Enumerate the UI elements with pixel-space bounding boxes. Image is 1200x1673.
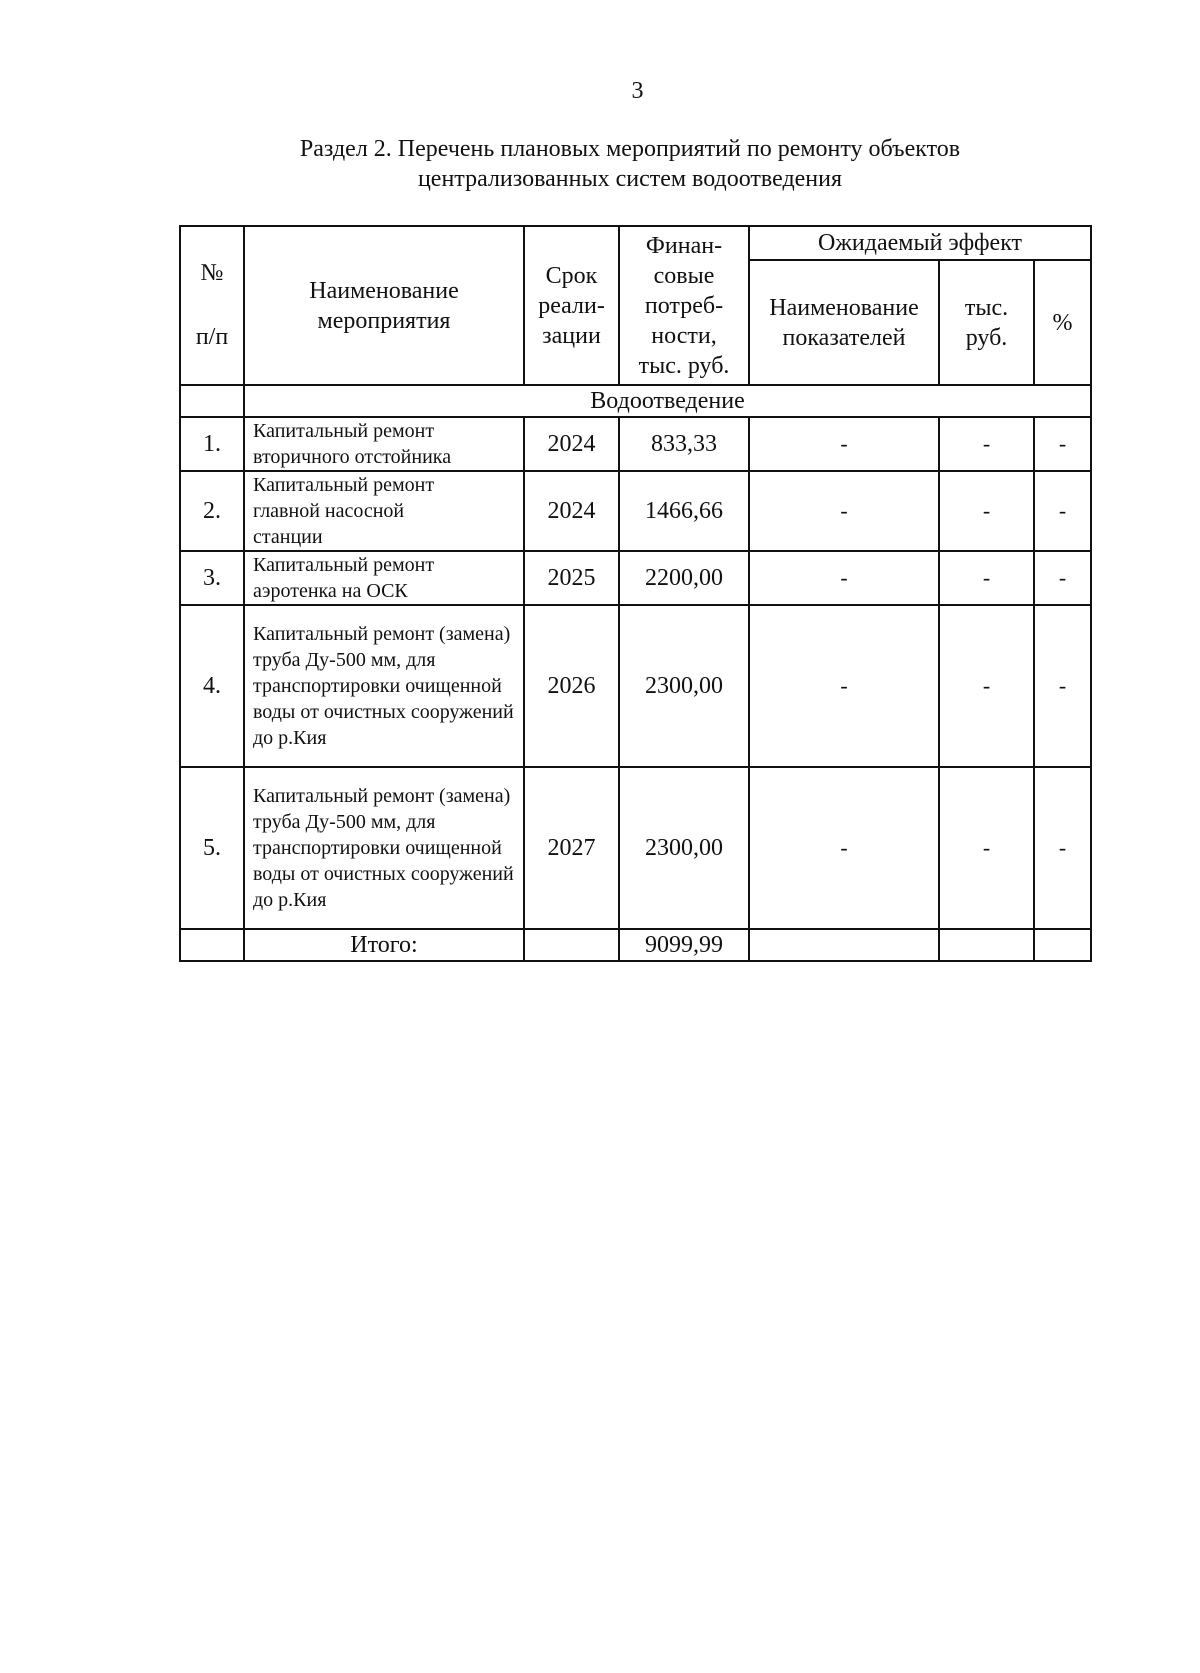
row-number: 1. (180, 417, 244, 471)
row-number: 5. (180, 767, 244, 929)
header-expected-effect: Ожидаемый эффект (749, 226, 1091, 260)
measures-table (179, 225, 1092, 962)
total-empty-cell (749, 929, 939, 961)
row-effect-pct: - (1034, 417, 1091, 471)
row-name: Капитальный ремонт вторичного отстойника (244, 417, 524, 471)
total-label: Итого: (244, 929, 524, 961)
row-finance: 2200,00 (619, 551, 749, 605)
row-effect-rub: - (939, 471, 1034, 551)
section-label: Водоотведение (244, 385, 1091, 417)
row-name: Капитальный ремонт (замена) труба Ду-500 мм, для транспортировки очищенной воды от очистных сооружений до р.Кия (244, 605, 524, 767)
row-finance: 2300,00 (619, 767, 749, 929)
header-number (180, 226, 244, 385)
row-term: 2024 (524, 417, 619, 471)
row-effect-rub: - (939, 767, 1034, 929)
table-row (180, 551, 1091, 605)
header-effect-rub: тыс. руб. (939, 260, 1034, 385)
total-row (180, 929, 1091, 961)
title-line-2: централизованных систем водоотведения (417, 166, 843, 192)
row-effect-pct: - (1034, 551, 1091, 605)
row-effect-pct: - (1034, 767, 1091, 929)
document-title (230, 134, 1030, 194)
header-effect-name: Наименование показателей (749, 260, 939, 385)
row-effect-rub: - (939, 605, 1034, 767)
section-empty-cell (180, 385, 244, 417)
table-row (180, 767, 1091, 929)
row-term: 2027 (524, 767, 619, 929)
header-number-pp: п/п (195, 323, 229, 350)
row-finance: 833,33 (619, 417, 749, 471)
row-name: Капитальный ремонт главной насосной станции (244, 471, 524, 551)
row-effect-pct: - (1034, 471, 1091, 551)
row-number: 4. (180, 605, 244, 767)
header-term: Срок реали- зации (524, 226, 619, 385)
total-value: 9099,99 (619, 929, 749, 961)
row-effect-rub: - (939, 551, 1034, 605)
row-effect-rub: - (939, 417, 1034, 471)
row-effect-name: - (749, 417, 939, 471)
row-number: 2. (180, 471, 244, 551)
row-name: Капитальный ремонт (замена) труба Ду-500 мм, для транспортировки очищенной воды от очистных сооружений до р.Кия (244, 767, 524, 929)
table-row (180, 605, 1091, 767)
total-empty-cell (524, 929, 619, 961)
row-number: 3. (180, 551, 244, 605)
table-row (180, 417, 1091, 471)
row-effect-name: - (749, 605, 939, 767)
title-line-1: Раздел 2. Перечень плановых мероприятий по ремонту объектов (299, 136, 961, 162)
row-effect-name: - (749, 471, 939, 551)
row-effect-name: - (749, 767, 939, 929)
header-effect-pct: % (1034, 260, 1091, 385)
total-empty-cell (180, 929, 244, 961)
row-term: 2026 (524, 605, 619, 767)
total-empty-cell (939, 929, 1034, 961)
row-effect-name: - (749, 551, 939, 605)
row-name: Капитальный ремонт аэротенка на ОСК (244, 551, 524, 605)
header-name: Наименование мероприятия (244, 226, 524, 385)
header-number-sign: № (200, 259, 224, 286)
row-effect-pct: - (1034, 605, 1091, 767)
total-empty-cell (1034, 929, 1091, 961)
page-number: 3 (631, 78, 644, 104)
header-finance: Финан- совые потреб- ности, тыс. руб. (619, 226, 749, 385)
table-row (180, 471, 1091, 551)
row-term: 2024 (524, 471, 619, 551)
row-finance: 2300,00 (619, 605, 749, 767)
row-finance: 1466,66 (619, 471, 749, 551)
row-term: 2025 (524, 551, 619, 605)
